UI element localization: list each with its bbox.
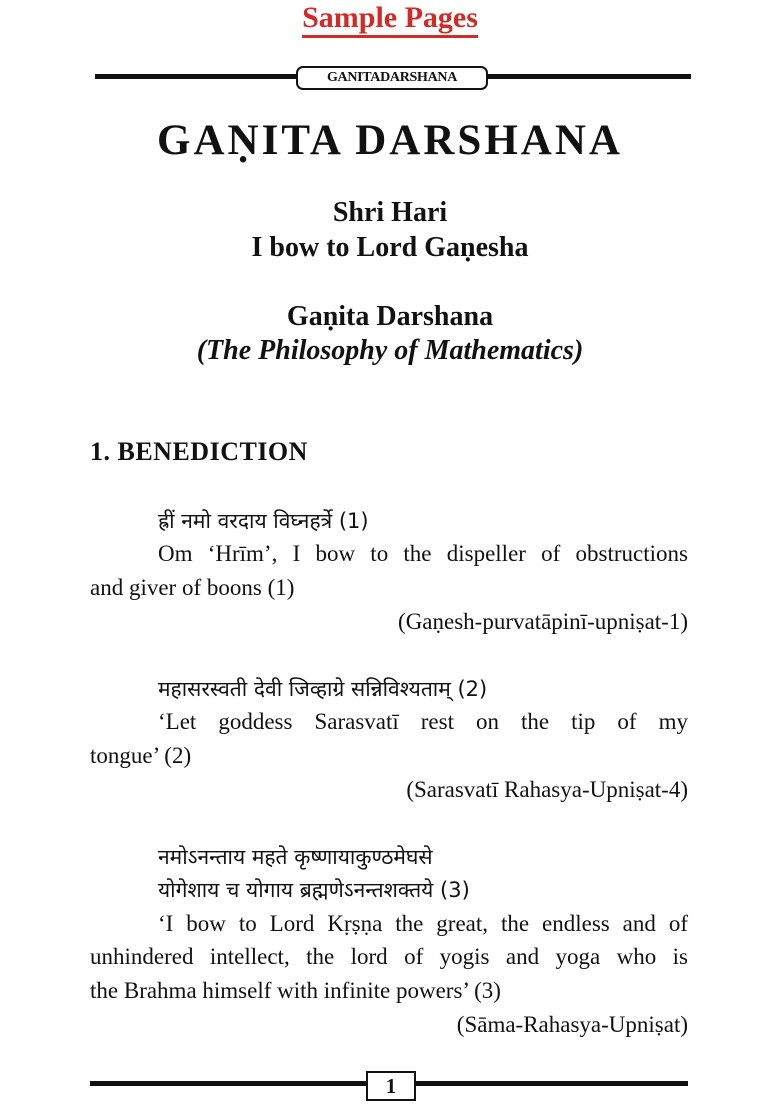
running-header: GANITADARSHANA [296, 66, 488, 90]
verse-3-sanskrit-2: योगेशाय च योगाय ब्रह्मणेऽनन्तशक्तये (3) [158, 878, 470, 902]
verse-2-translation-2: tongue’ (2) [90, 743, 192, 768]
verse-1-translation-1: Om ‘Hrīm’, I bow to the dispeller of obstructions [158, 541, 688, 566]
verse-3-sanskrit-1: नमोऽनन्ताय महते कृष्णायाकुण्ठमेघसे [158, 845, 433, 869]
verse-1-sanskrit: ह्रीं नमो वरदाय विघ्नहर्त्रे (1) [158, 509, 369, 533]
sample-pages-banner [0, 2, 780, 34]
verse-3-translation-1: ‘I bow to Lord Kṛṣṇa the great, the endless and of [158, 911, 688, 936]
invocation-line-2: I bow to Lord Gaṇesha [251, 232, 529, 263]
invocation-line-1: Shri Hari [332, 197, 448, 228]
verse-1-translation-2: and giver of boons (1) [90, 575, 295, 600]
book-subtitle: (The Philosophy of Mathematics) [196, 335, 584, 366]
verse-3-source: (Sāma-Rahasya-Upniṣat) [456, 1012, 688, 1037]
page-number: 1 [366, 1071, 416, 1101]
section-heading: 1. BENEDICTION [90, 437, 308, 466]
verse-1-source: (Gaṇesh-purvatāpinī-upniṣat-1) [398, 609, 688, 634]
verse-2-sanskrit: महासरस्वती देवी जिव्हाग्रे सन्निविश्यताम् (2) [158, 677, 488, 701]
verse-2-source: (Sarasvatī Rahasya-Upniṣat-4) [406, 777, 688, 802]
page-title: GAṆITA DARSHANA [157, 117, 623, 164]
verse-2-translation-1: ‘Let goddess Sarasvatī rest on the tip of my [158, 709, 688, 734]
sample-pages-label: Sample Pages [302, 1, 478, 38]
verse-3-translation-2: unhindered intellect, the lord of yogis and yoga who is [90, 944, 688, 969]
verse-3-translation-3: the Brahma himself with infinite powers’ (3) [90, 978, 501, 1003]
book-title: Gaṇita Darshana [286, 301, 494, 332]
